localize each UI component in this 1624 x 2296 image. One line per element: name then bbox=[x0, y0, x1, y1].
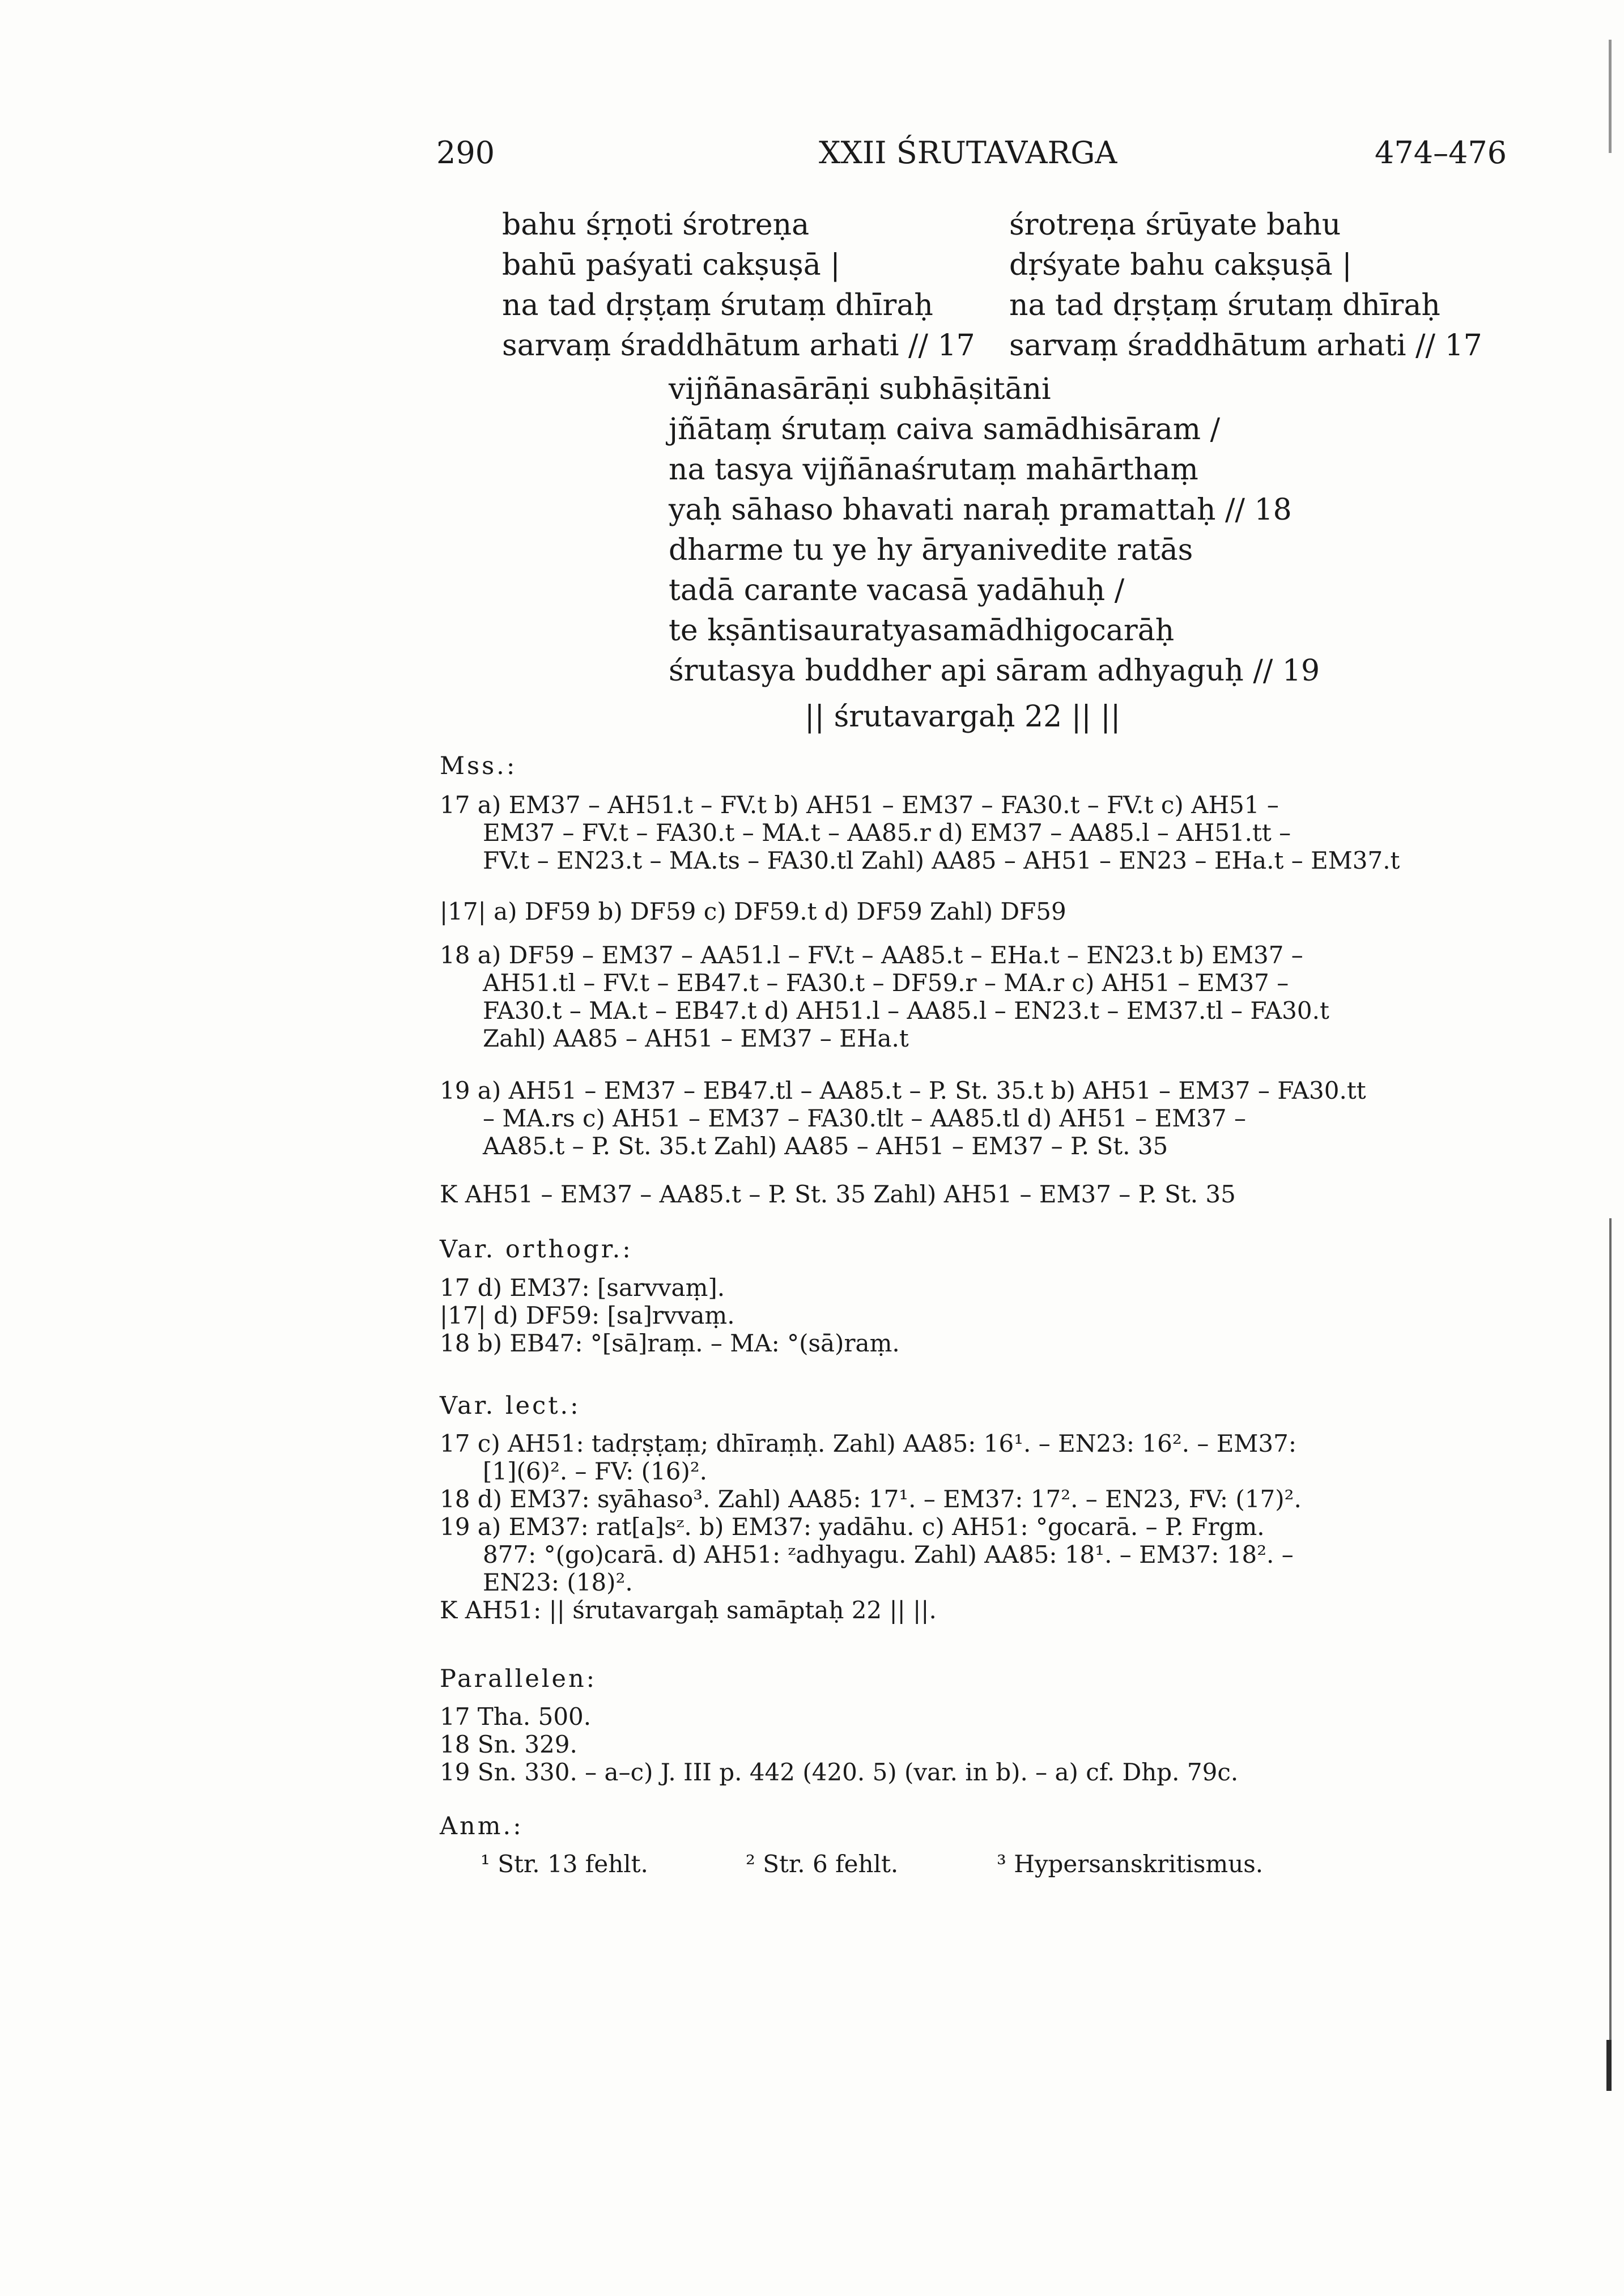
verse-line: na tad dṛṣṭaṃ śrutaṃ dhīraḥ bbox=[502, 288, 933, 322]
apparatus-line: |17| a) DF59 b) DF59 c) DF59.t d) DF59 Zahl) DF59 bbox=[440, 898, 1066, 925]
verse-17-right bbox=[1009, 205, 1482, 366]
verse-range: 474–476 bbox=[1375, 135, 1507, 171]
apparatus-line: AH51.tl – FV.t – EB47.t – FA30.t – DF59.r – MA.r c) AH51 – EM37 – bbox=[483, 969, 1289, 997]
scan-edge-line bbox=[1606, 2040, 1612, 2091]
footnote-1: ¹ Str. 13 fehlt. bbox=[481, 1850, 648, 1878]
apparatus-line: FA30.t – MA.t – EB47.t d) AH51.l – AA85.l – EN23.t – EM37.tl – FA30.t bbox=[483, 997, 1329, 1024]
parallel-line: 19 Sn. 330. – a–c) J. III p. 442 (420. 5) (var. in b). – a) cf. Dhp. 79c. bbox=[440, 1758, 1239, 1786]
footnote-2: ² Str. 6 fehlt. bbox=[746, 1850, 899, 1878]
parallel-line: 18 Sn. 329. bbox=[440, 1730, 577, 1758]
scan-edge-line bbox=[1609, 1218, 1612, 2068]
verse-line: na tasya vijñānaśrutaṃ mahārthaṃ bbox=[669, 453, 1198, 487]
mss-heading: Mss.: bbox=[440, 752, 517, 780]
apparatus-line: EN23: (18)². bbox=[483, 1568, 633, 1596]
parallelen-heading: Parallelen: bbox=[440, 1665, 597, 1693]
apparatus-line: FV.t – EN23.t – MA.ts – FA30.tl Zahl) AA85 – AH51 – EN23 – EHa.t – EM37.t bbox=[483, 847, 1400, 874]
apparatus-line: EM37 – FV.t – FA30.t – MA.t – AA85.r d) EM37 – AA85.l – AH51.tt – bbox=[483, 819, 1291, 847]
verse-18 bbox=[669, 369, 1292, 530]
verse-line: dharme tu ye hy āryanivedite ratās bbox=[669, 533, 1193, 567]
verse-17-left bbox=[502, 205, 975, 366]
apparatus-line: 17 a) EM37 – AH51.t – FV.t b) AH51 – EM37 – FA30.t – FV.t c) AH51 – bbox=[440, 791, 1279, 819]
footnote-3: ³ Hypersanskritismus. bbox=[997, 1850, 1264, 1878]
verse-19 bbox=[669, 530, 1320, 691]
colophon: || śrutavargaḥ 22 || || bbox=[805, 700, 1121, 734]
verse-line: bahu śṛṇoti śrotreṇa bbox=[502, 208, 810, 242]
verse-line: bahū paśyati cakṣuṣā | bbox=[502, 248, 840, 282]
var-lect-list bbox=[440, 1430, 1302, 1624]
apparatus-line: |17| d) DF59: [sa]rvvaṃ. bbox=[440, 1302, 735, 1329]
mss-entry-19 bbox=[440, 1077, 1366, 1160]
verse-line: te kṣāntisauratyasamādhigocarāḥ bbox=[669, 614, 1175, 648]
apparatus-line: AA85.t – P. St. 35.t Zahl) AA85 – AH51 – EM37 – P. St. 35 bbox=[483, 1132, 1168, 1160]
apparatus-line: 18 a) DF59 – EM37 – AA51.l – FV.t – AA85.t – EHa.t – EN23.t b) EM37 – bbox=[440, 941, 1303, 969]
apparatus-line: 18 d) EM37: syāhaso³. Zahl) AA85: 17¹. – EM37: 17². – EN23, FV: (17)². bbox=[440, 1485, 1302, 1513]
scan-edge-line bbox=[1609, 40, 1612, 153]
parallelen-list bbox=[440, 1703, 1238, 1786]
apparatus-line: 877: °(go)carā. d) AH51: ᶻadhyagu. Zahl) AA85: 18¹. – EM37: 18². – bbox=[483, 1541, 1294, 1568]
mss-entry-k bbox=[440, 1180, 1236, 1208]
apparatus-line: [1](6)². – FV: (16)². bbox=[483, 1457, 708, 1485]
verse-line: śrotreṇa śrūyate bahu bbox=[1009, 208, 1341, 242]
verse-line: śrutasya buddher api sāram adhyaguḥ // 19 bbox=[669, 654, 1320, 688]
apparatus-line: Zahl) AA85 – AH51 – EM37 – EHa.t bbox=[483, 1024, 909, 1052]
apparatus-line: 19 a) EM37: rat[a]sᶻ. b) EM37: yadāhu. c) AH51: °gocarā. – P. Frgm. bbox=[440, 1513, 1265, 1541]
apparatus-line: 17 d) EM37: [sarvvaṃ]. bbox=[440, 1274, 725, 1302]
mss-entry-17-df59 bbox=[440, 898, 1066, 925]
var-lect-heading: Var. lect.: bbox=[440, 1392, 581, 1420]
apparatus-line: 19 a) AH51 – EM37 – EB47.tl – AA85.t – P. St. 35.t b) AH51 – EM37 – FA30.tt bbox=[440, 1077, 1366, 1104]
chapter-title: XXII ŚRUTAVARGA bbox=[819, 135, 1117, 171]
apparatus-line: – MA.rs c) AH51 – EM37 – FA30.tlt – AA85.tl d) AH51 – EM37 – bbox=[483, 1104, 1246, 1132]
var-orthogr-list bbox=[440, 1274, 900, 1357]
verse-line: sarvaṃ śraddhātum arhati // 17 bbox=[1009, 329, 1482, 363]
var-orthogr-heading: Var. orthogr.: bbox=[440, 1235, 633, 1264]
anm-heading: Anm.: bbox=[440, 1812, 524, 1840]
verse-line: tadā carante vacasā yadāhuḥ / bbox=[669, 573, 1125, 607]
verse-line: yaḥ sāhaso bhavati naraḥ pramattaḥ // 18 bbox=[669, 493, 1292, 527]
verse-line: sarvaṃ śraddhātum arhati // 17 bbox=[502, 329, 975, 363]
apparatus-line: K AH51: || śrutavargaḥ samāptaḥ 22 || ||. bbox=[440, 1596, 937, 1624]
apparatus-line: K AH51 – EM37 – AA85.t – P. St. 35 Zahl) AH51 – EM37 – P. St. 35 bbox=[440, 1180, 1236, 1208]
verse-line: dṛśyate bahu cakṣuṣā | bbox=[1009, 248, 1352, 282]
verse-line: na tad dṛṣṭaṃ śrutaṃ dhīraḥ bbox=[1009, 288, 1440, 322]
mss-entry-17 bbox=[440, 791, 1400, 874]
apparatus-line: 17 c) AH51: tadṛṣṭaṃ; dhīraṃḥ. Zahl) AA85: 16¹. – EN23: 16². – EM37: bbox=[440, 1430, 1297, 1457]
apparatus-line: 18 b) EB47: °[sā]raṃ. – MA: °(sā)raṃ. bbox=[440, 1329, 900, 1357]
parallel-line: 17 Tha. 500. bbox=[440, 1703, 592, 1730]
verse-line: jñātaṃ śrutaṃ caiva samādhisāram / bbox=[669, 413, 1221, 447]
verse-line: vijñānasārāṇi subhāṣitāni bbox=[669, 372, 1051, 406]
mss-entry-18 bbox=[440, 941, 1329, 1052]
page-number: 290 bbox=[436, 135, 495, 171]
